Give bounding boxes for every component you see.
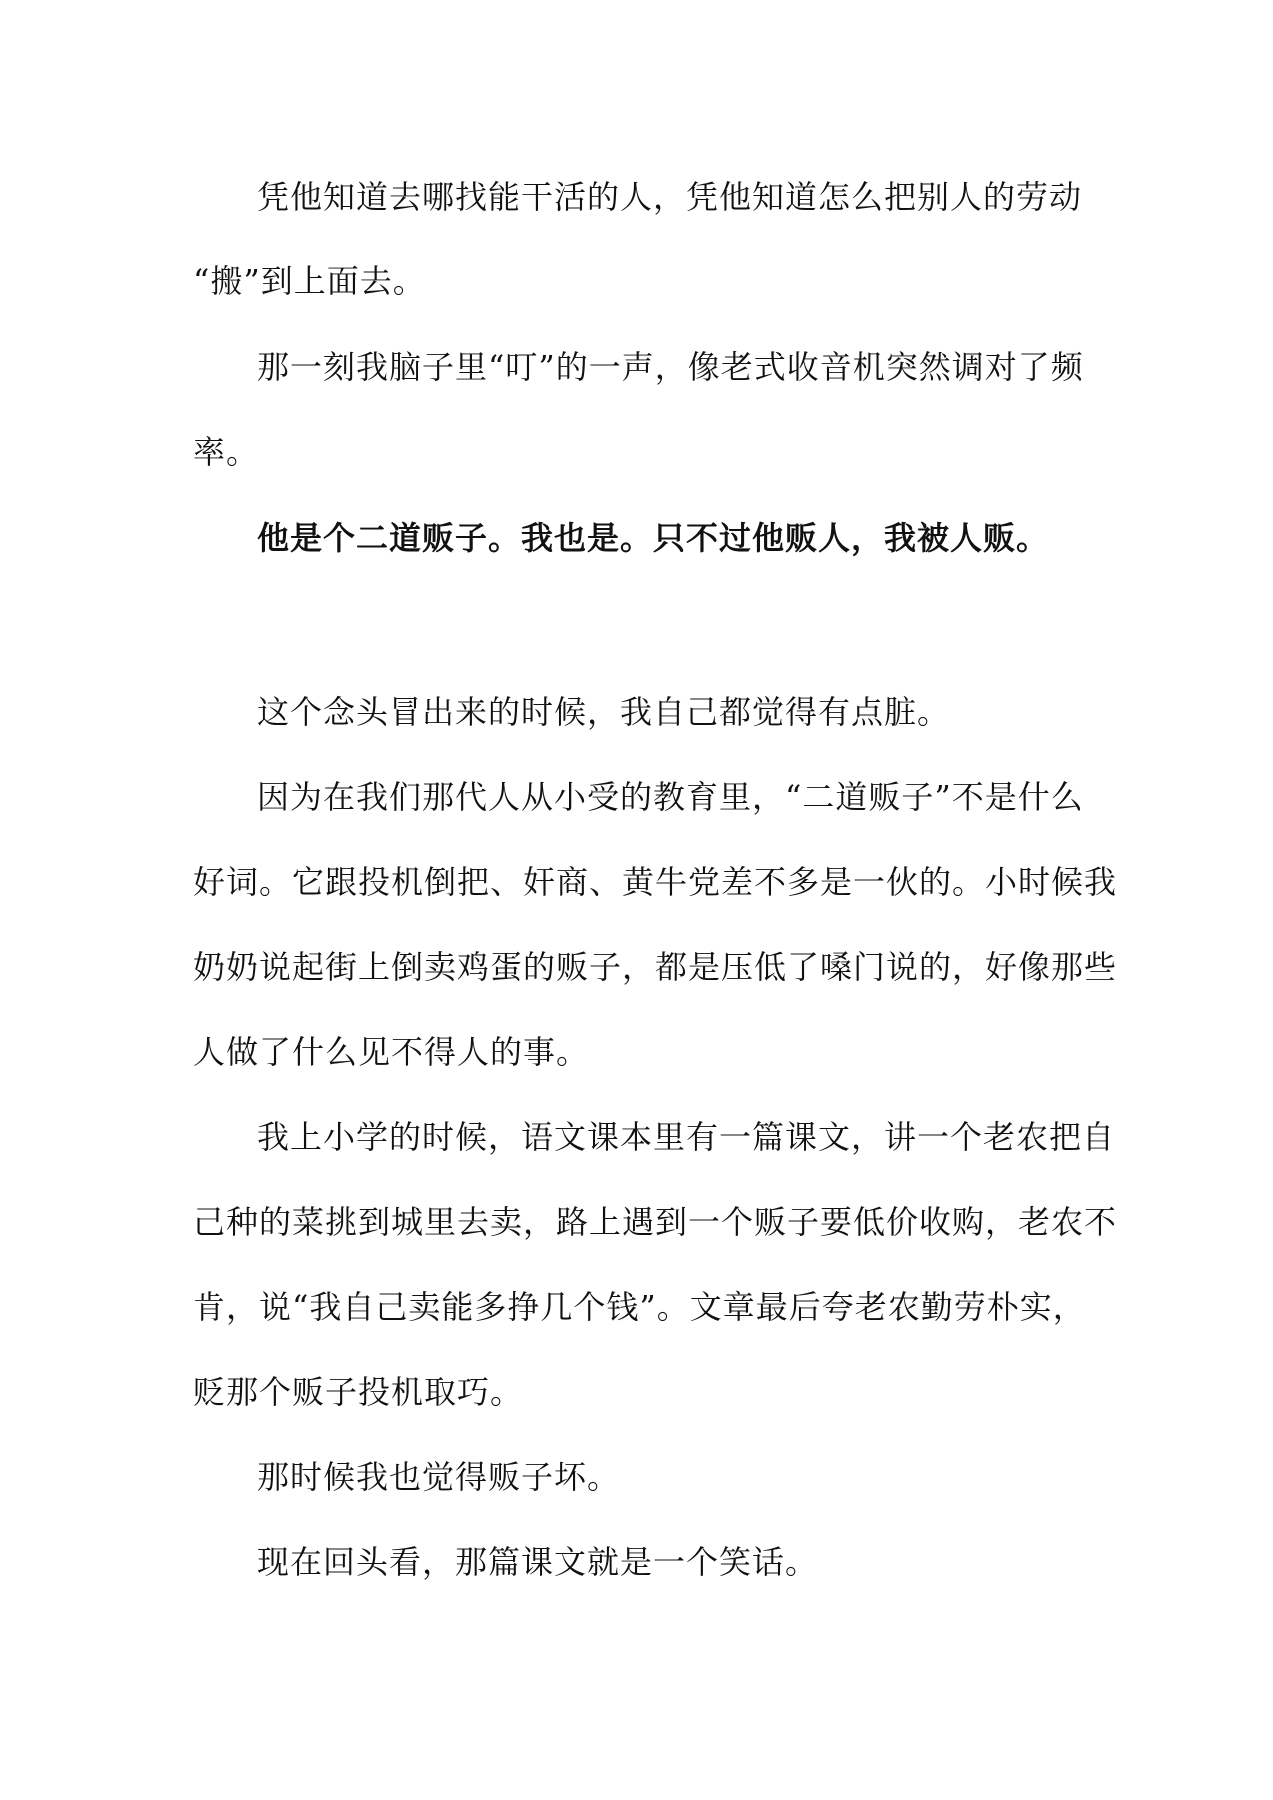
paragraph-line: 好词。它跟投机倒把、奸商、黄牛党差不多是一伙的。小时候我 <box>193 863 1118 901</box>
paragraph-line: 奶奶说起街上倒卖鸡蛋的贩子，都是压低了嗓门说的，好像那些 <box>193 948 1118 986</box>
paragraph-line: 这个念头冒出来的时候，我自己都觉得有点脏。 <box>257 693 951 731</box>
paragraph-line: 己种的菜挑到城里去卖，路上遇到一个贩子要低价收购，老农不 <box>193 1203 1118 1241</box>
paragraph-line: 我上小学的时候，语文课本里有一篇课文，讲一个老农把自 <box>257 1118 1116 1156</box>
paragraph-line: 人做了什么见不得人的事。 <box>193 1033 590 1071</box>
paragraph-line: 凭他知道去哪找能干活的人，凭他知道怎么把别人的劳动 <box>257 178 1083 216</box>
paragraph-line: 贬那个贩子投机取巧。 <box>193 1373 524 1411</box>
paragraph-line: 那时候我也觉得贩子坏。 <box>257 1458 621 1496</box>
paragraph-line: “搬”到上面去。 <box>193 262 426 300</box>
paragraph-line: 率。 <box>193 433 260 471</box>
paragraph-line: 因为在我们那代人从小受的教育里，“二道贩子”不是什么 <box>257 778 1084 816</box>
bold-statement: 他是个二道贩子。我也是。只不过他贩人，我被人贩。 <box>257 519 1050 557</box>
paragraph-line: 那一刻我脑子里“叮”的一声，像老式收音机突然调对了频 <box>257 348 1084 386</box>
paragraph-line: 现在回头看，那篇课文就是一个笑话。 <box>257 1543 819 1581</box>
paragraph-line: 肯，说“我自己卖能多挣几个钱”。文章最后夸老农勤劳朴实， <box>193 1288 1086 1326</box>
